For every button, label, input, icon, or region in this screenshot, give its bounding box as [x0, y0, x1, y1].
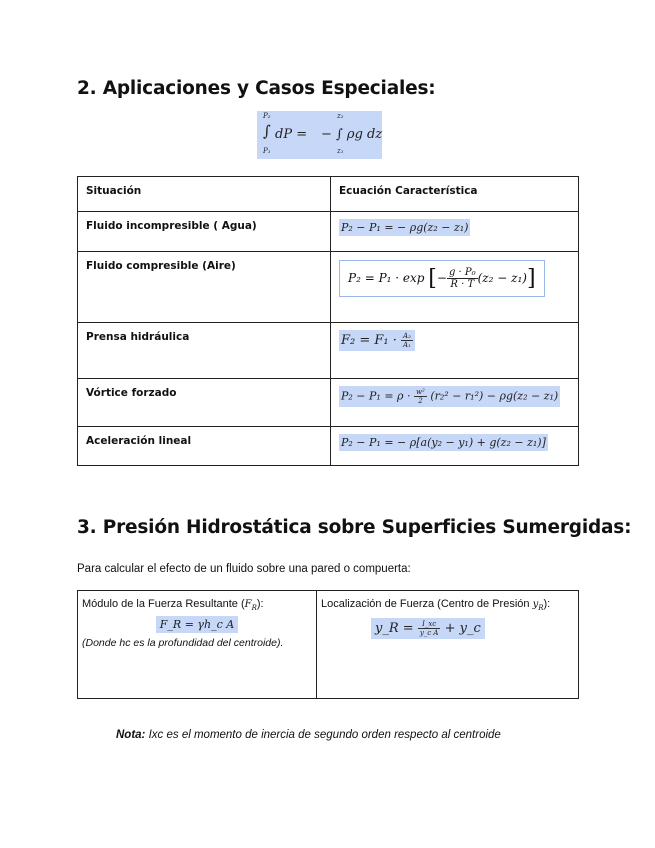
- footnote-label: Nota:: [116, 729, 146, 741]
- compressible-equation: P₂ = P₁ · exp [− $\frac{\text{g · P₀}}{R \cdot T}$ (z₂ − z₁)]: [339, 260, 545, 297]
- equations-table: [77, 176, 579, 466]
- table-row: [78, 252, 579, 323]
- table-row: [78, 212, 579, 252]
- lhs-lower-limit: P₁: [263, 147, 271, 155]
- main-integral-equation: [257, 111, 382, 159]
- forced-vortex-equation: P₂ − P₁ = ρ · $\frac{\text{w²}}{2}$ (r₂² − r₁²) − ρg(z₂ − z₁): [341, 388, 559, 405]
- rhs-integrand: − ∫ ρg dz: [321, 127, 383, 142]
- table-header-row: [78, 177, 579, 212]
- pressure-center-label: Localización de Fuerza (Centro de Presión $y_R$):: [321, 598, 551, 613]
- situation-label: Vórtice forzado: [86, 387, 177, 399]
- section3-title: 3. Presión Hidrostática sobre Superficies Sumergidas:: [77, 517, 632, 538]
- table-row: [78, 591, 579, 699]
- header-situation: Situación: [78, 177, 331, 212]
- header-equation: Ecuación Característica: [331, 177, 579, 212]
- situation-label: Prensa hidráulica: [86, 331, 190, 343]
- resultant-force-equation: F_R = γh_c A: [156, 616, 238, 633]
- linear-acceleration-equation: P₂ − P₁ = − ρ[a(y₂ − y₁) + g(z₂ − z₁)]: [341, 436, 546, 449]
- hydraulic-press-equation: F₂ = F₁ · $\frac{\text{A₂}}{\text{A₁}}$: [339, 330, 415, 351]
- table-row: [78, 323, 579, 379]
- pressure-center-cell: [317, 591, 579, 699]
- situation-label: Aceleración lineal: [86, 435, 192, 447]
- incompressible-equation: P₂ − P₁ = − ρg(z₂ − z₁): [341, 221, 469, 234]
- section2-title: 2. Aplicaciones y Casos Especiales:: [77, 78, 436, 99]
- forces-table: [77, 590, 579, 699]
- integral-sign: ∫: [263, 122, 271, 140]
- section3-intro: Para calcular el efecto de un fluido sobre una pared o compuerta:: [77, 563, 411, 575]
- pressure-center-equation: y_R = $\frac{I\_xc}{\text{y\_c A}}$ + y_c: [371, 618, 485, 639]
- footnote: [116, 729, 501, 741]
- situation-label: Fluido compresible (Aire): [86, 260, 236, 272]
- rhs-lower-limit: z₁: [337, 147, 344, 155]
- resultant-force-cell: [78, 591, 317, 699]
- centroid-depth-note: (Donde hc es la profundidad del centroide).: [82, 637, 284, 650]
- footnote-text: Ixc es el momento de inercia de segundo orden respecto al centroide: [145, 729, 501, 741]
- table-row: [78, 379, 579, 427]
- resultant-force-label: Módulo de la Fuerza Resultante $(F_R)$:: [82, 598, 264, 613]
- situation-label: Fluido incompresible ( Agua): [86, 220, 257, 232]
- table-row: [78, 427, 579, 466]
- lhs-upper-limit: P₂: [263, 112, 271, 120]
- rhs-upper-limit: z₂: [337, 112, 344, 120]
- lhs-integrand: dP =: [275, 127, 308, 142]
